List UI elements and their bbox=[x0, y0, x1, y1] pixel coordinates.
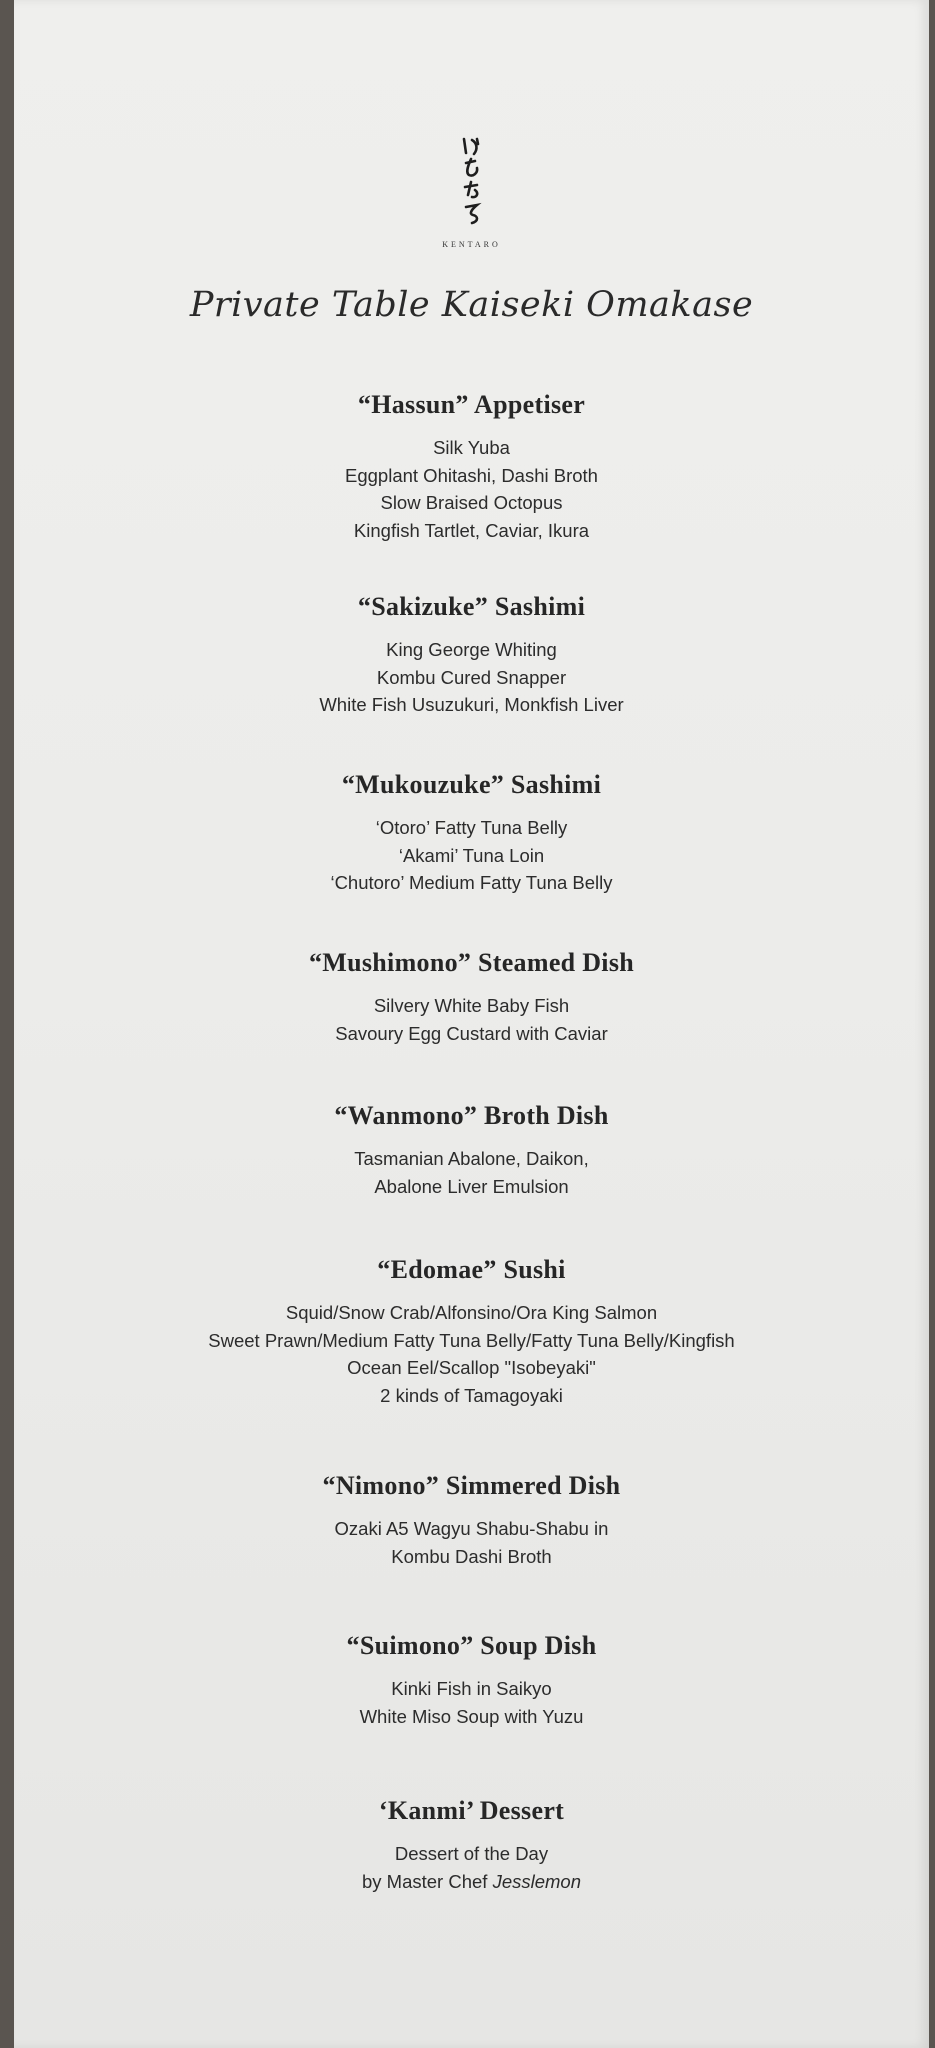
course-item: Silk Yuba bbox=[433, 437, 510, 458]
course-heading: ‘Kanmi’ Dessert bbox=[378, 1796, 565, 1825]
course-item: White Fish Usuzukuri, Monkfish Liver bbox=[319, 694, 624, 715]
course-heading: “Mukouzuke” Sashimi bbox=[341, 770, 602, 799]
course-item: Tasmanian Abalone, Daikon, bbox=[354, 1148, 589, 1169]
course-item: ‘Chutoro’ Medium Fatty Tuna Belly bbox=[330, 872, 613, 893]
course-mushimono bbox=[14, 948, 929, 1047]
course-item: Kombu Dashi Broth bbox=[391, 1545, 552, 1567]
calligraphy-logo-icon bbox=[457, 135, 487, 235]
menu-title: Private Table Kaiseki Omakase bbox=[189, 285, 754, 325]
course-item: Eggplant Ohitashi, Dashi Broth bbox=[345, 464, 598, 486]
menu-card bbox=[14, 0, 929, 2048]
chef-name: Jesslemon bbox=[492, 1870, 581, 1892]
course-heading: “Wanmono” Broth Dish bbox=[334, 1101, 609, 1130]
course-item: White Miso Soup with Yuzu bbox=[359, 1705, 584, 1727]
course-kanmi bbox=[14, 1796, 929, 1895]
course-item: Squid/Snow Crab/Alfonsino/Ora King Salmon bbox=[285, 1302, 658, 1323]
course-item bbox=[14, 1868, 929, 1896]
course-heading: “Suimono” Soup Dish bbox=[346, 1631, 597, 1660]
course-heading: “Edomae” Sushi bbox=[377, 1255, 566, 1284]
course-item: Kombu Cured Snapper bbox=[376, 666, 567, 688]
course-hassun bbox=[14, 390, 929, 544]
course-item: Abalone Liver Emulsion bbox=[374, 1175, 569, 1197]
restaurant-logo bbox=[14, 135, 929, 249]
course-item: Slow Braised Octopus bbox=[380, 492, 563, 513]
logo-wordmark: KENTARO bbox=[442, 240, 501, 249]
course-sakizuke bbox=[14, 592, 929, 719]
course-edomae bbox=[14, 1255, 929, 1409]
course-item: Savoury Egg Custard with Caviar bbox=[335, 1022, 608, 1044]
course-heading: “Mushimono” Steamed Dish bbox=[308, 948, 634, 977]
course-item: King George Whiting bbox=[386, 639, 557, 660]
course-item: Sweet Prawn/Medium Fatty Tuna Belly/Fatty Tuna Belly/Kingfish bbox=[208, 1329, 735, 1351]
course-item: Kingfish Tartlet, Caviar, Ikura bbox=[353, 519, 590, 541]
course-item: 2 kinds of Tamagoyaki bbox=[380, 1384, 563, 1406]
course-nimono bbox=[14, 1471, 929, 1570]
course-item: ‘Akami’ Tuna Loin bbox=[398, 844, 545, 866]
course-item: Ozaki A5 Wagyu Shabu-Shabu in bbox=[334, 1518, 609, 1539]
course-heading: “Sakizuke” Sashimi bbox=[357, 592, 586, 621]
course-item: Dessert of the Day bbox=[394, 1843, 549, 1864]
course-item-text: by Master Chef bbox=[361, 1870, 493, 1892]
course-suimono bbox=[14, 1631, 929, 1730]
course-item: ‘Otoro’ Fatty Tuna Belly bbox=[375, 817, 568, 838]
course-item: Kinki Fish in Saikyo bbox=[391, 1678, 552, 1699]
course-wanmono bbox=[14, 1101, 929, 1200]
course-heading: “Nimono” Simmered Dish bbox=[322, 1471, 621, 1500]
course-item: Ocean Eel/Scallop "Isobeyaki" bbox=[347, 1357, 596, 1378]
course-mukouzuke bbox=[14, 770, 929, 897]
course-heading: “Hassun” Appetiser bbox=[357, 390, 586, 419]
course-item: Silvery White Baby Fish bbox=[373, 995, 570, 1016]
